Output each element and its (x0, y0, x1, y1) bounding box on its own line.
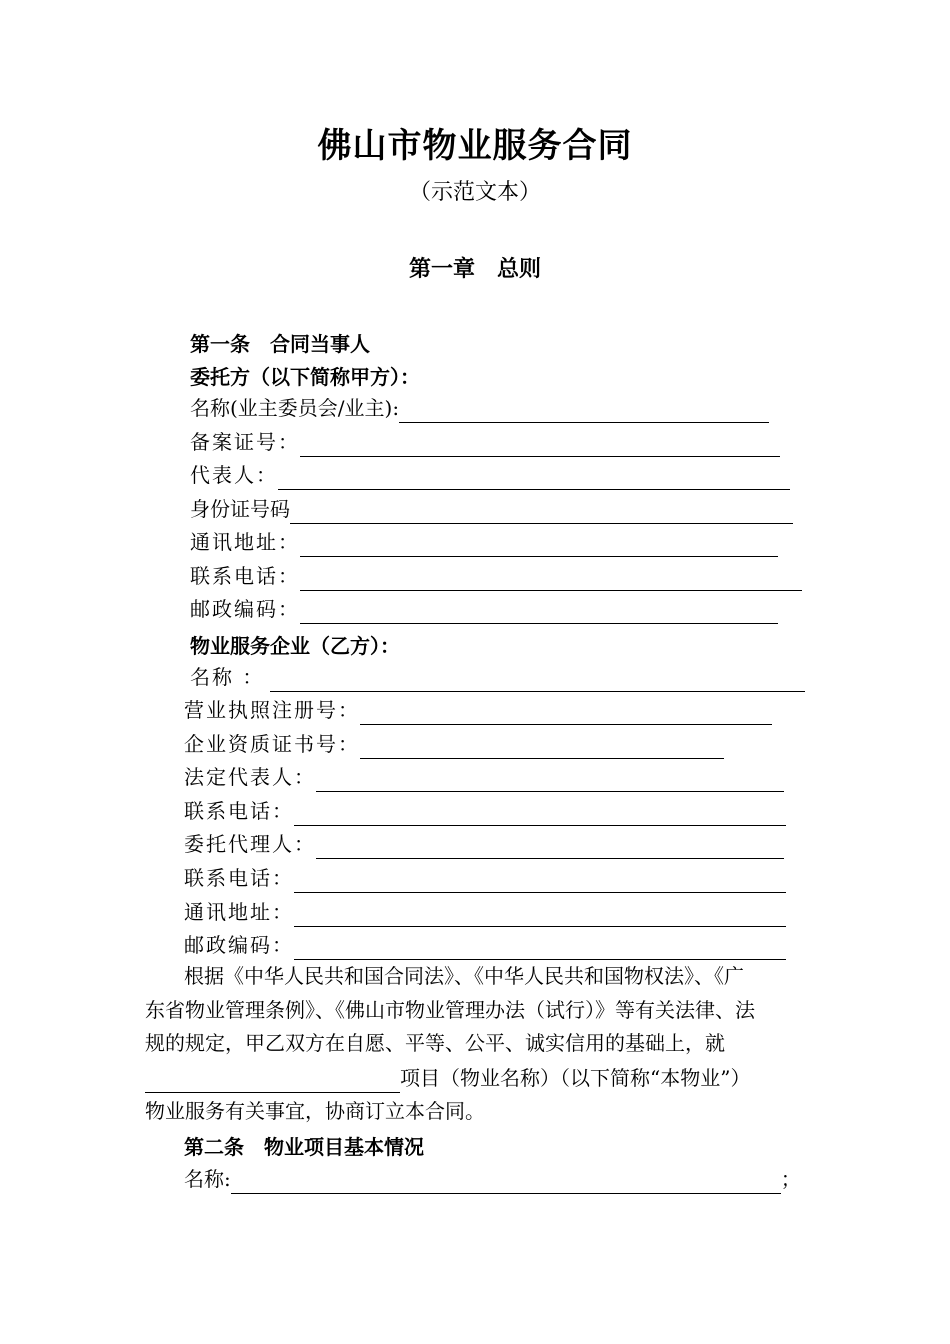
field-label: 邮政编码： (190, 597, 300, 621)
party-a-postcode-field (190, 594, 778, 624)
chapter-heading: 第一章 总则 (408, 256, 541, 282)
party-a-record-no-field (190, 427, 780, 457)
document-subtitle: （示范文本） (408, 180, 541, 205)
field-label: 通讯地址： (190, 530, 300, 554)
blank-line[interactable] (294, 801, 786, 826)
party-b-agent-field (184, 829, 784, 859)
field-label: 代表人： (190, 463, 278, 487)
blank-line[interactable] (270, 667, 805, 692)
party-b-agent-phone-field (184, 863, 786, 893)
blank-line[interactable] (316, 834, 784, 859)
paragraph-line-3: 规的规定，甲乙双方在自愿、平等、公平、诚实信用的基础上，就 (145, 1031, 725, 1055)
paragraph-line-1: 根据《中华人民共和国合同法》、《中华人民共和国物权法》、《广 (184, 964, 744, 988)
blank-line[interactable] (360, 734, 724, 759)
party-b-legal-rep-field (184, 762, 784, 792)
party-b-heading: 物业服务企业（乙方）： (190, 634, 400, 658)
field-label: 名称(业主委员会/业主): (190, 396, 400, 420)
field-label: 联系电话： (184, 799, 294, 823)
blank-line[interactable] (399, 398, 769, 423)
field-label: 备案证号： (190, 430, 300, 454)
field-label: 名称: (184, 1167, 231, 1191)
blank-line[interactable] (300, 432, 780, 457)
field-label: 联系电话： (190, 564, 300, 588)
field-label: 法定代表人： (184, 765, 316, 789)
party-a-name-field (190, 393, 769, 423)
blank-line[interactable] (231, 1169, 781, 1194)
article1-heading: 第一条 合同当事人 (190, 332, 370, 356)
blank-line[interactable] (300, 532, 778, 557)
blank-line[interactable] (294, 935, 786, 960)
field-label: 身份证号码 (190, 497, 290, 521)
blank-line[interactable] (278, 465, 790, 490)
paragraph-line-4 (145, 1063, 750, 1093)
field-label: 联系电话： (184, 866, 294, 890)
party-b-qualification-field (184, 729, 724, 759)
party-b-address-field (184, 897, 786, 927)
blank-line[interactable] (290, 499, 793, 524)
party-b-license-field (184, 695, 772, 725)
blank-line[interactable] (360, 700, 772, 725)
party-a-phone-field (190, 561, 802, 591)
field-end-mark: ； (780, 1167, 801, 1191)
blank-line[interactable] (300, 599, 778, 624)
field-label: 通讯地址： (184, 900, 294, 924)
party-b-postcode-field (184, 930, 786, 960)
blank-line[interactable] (294, 902, 786, 927)
party-a-representative-field (190, 460, 790, 490)
field-label: 企业资质证书号： (184, 732, 360, 756)
party-a-heading: 委托方（以下简称甲方）： (190, 365, 420, 389)
party-a-address-field (190, 527, 778, 557)
paragraph-line-2: 东省物业管理条例》、《佛山市物业管理办法（试行）》等有关法律、法 (145, 998, 755, 1022)
blank-line[interactable] (294, 868, 786, 893)
party-b-name-field (190, 662, 805, 692)
field-label: 委托代理人： (184, 832, 316, 856)
project-name-blank[interactable] (145, 1068, 400, 1093)
field-label: 邮政编码： (184, 933, 294, 957)
party-a-id-number-field (190, 494, 793, 524)
document-title: 佛山市物业服务合同 (317, 126, 633, 166)
article2-heading: 第二条 物业项目基本情况 (184, 1135, 424, 1159)
blank-line[interactable] (316, 767, 784, 792)
field-label: 名称 ： (190, 665, 265, 689)
field-label: 营业执照注册号： (184, 698, 360, 722)
blank-line[interactable] (300, 566, 802, 591)
party-b-phone-field (184, 796, 786, 826)
article2-name-field (184, 1164, 801, 1194)
paragraph-line-5: 物业服务有关事宜，协商订立本合同。 (145, 1099, 485, 1123)
paragraph-line-4-text: 项目（物业名称）（以下简称“本物业”） (400, 1066, 751, 1090)
